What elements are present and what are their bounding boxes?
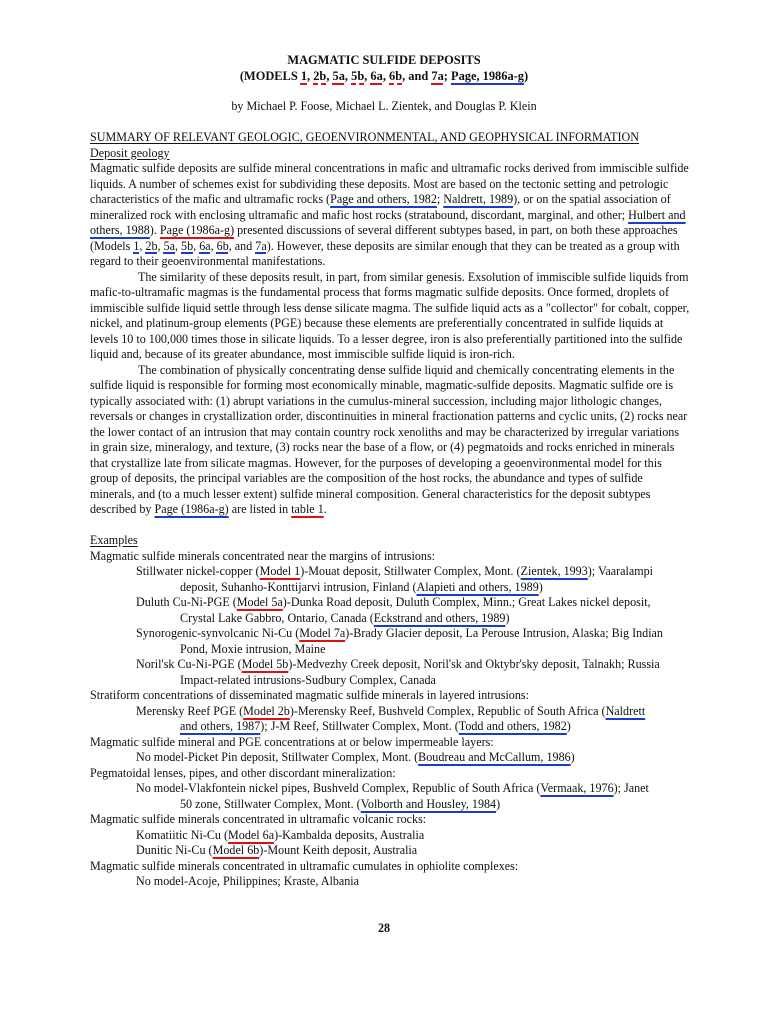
model-ref-7a[interactable]: 7a	[431, 69, 444, 83]
model-ref-6a[interactable]: 6a	[370, 69, 383, 83]
page-citation[interactable]: Page, 1986a-g	[451, 69, 524, 83]
citation-link[interactable]: Hulbert and others, 1988	[90, 207, 686, 237]
text: Noril'sk Cu-Ni-PGE (	[136, 657, 242, 671]
citation-link[interactable]: Naldrett, 1989	[443, 192, 514, 206]
text: )	[505, 610, 510, 625]
model-ref-2b[interactable]: 2b	[313, 69, 327, 83]
summary-heading: SUMMARY OF RELEVANT GEOLOGIC, GEOENVIRONMENTAL, AND GEOPHYSICAL INFORMATION	[90, 130, 639, 144]
text: )-Medvezhy Creek deposit, Noril'sk and Oktybr'sky deposit, Talnakh; Russia	[288, 657, 660, 671]
example-group: Magmatic sulfide minerals concentrated in ultramafic volcanic rocks:	[90, 812, 427, 826]
example-item-continued	[90, 797, 690, 813]
example-group: Stratiform concentrations of disseminated magmatic sulfide minerals in layered intrusions:	[90, 688, 529, 702]
model-link[interactable]: Model 5b	[241, 657, 289, 671]
example-group: Magmatic sulfide minerals concentrated in ultramafic cumulates in ophiolite complexes:	[90, 858, 519, 873]
close-paren: )	[523, 69, 529, 83]
model-link[interactable]: Model 1	[259, 564, 301, 578]
text: deposit, Suhanho-Konttijarvi intrusion, Finland (	[180, 579, 417, 594]
example-item: No model-Acoje, Philippines; Kraste, Albania	[136, 874, 360, 888]
model-ref-6b[interactable]: 6b	[216, 238, 229, 253]
model-ref-5b[interactable]: 5b	[351, 69, 365, 83]
text: )-Kambalda deposits, Australia	[274, 827, 425, 842]
paragraph-3	[90, 363, 690, 518]
model-ref-6b[interactable]: 6b	[389, 69, 403, 83]
example-item	[90, 657, 690, 673]
citation-link[interactable]: Eckstrand and others, 1989	[373, 610, 506, 625]
text: )	[566, 719, 571, 733]
model-ref-5b[interactable]: 5b	[181, 238, 194, 253]
text: )-Merensky Reef, Bushveld Complex, Republic of South Africa (	[289, 703, 606, 718]
text: )-Mount Keith deposit, Australia	[259, 843, 418, 857]
sep: ,	[175, 238, 182, 253]
text: ); Vaaralampi	[587, 564, 654, 578]
text: Dunitic Ni-Cu (	[136, 843, 213, 857]
text: Crystal Lake Gabbro, Ontario, Canada (	[180, 610, 374, 625]
model-ref-1[interactable]: 1	[300, 69, 308, 83]
sep: ;	[443, 69, 452, 83]
citation-link[interactable]: Page (1986a-g)	[154, 502, 229, 516]
model-ref-7a[interactable]: 7a	[255, 238, 267, 253]
deposit-geology-heading: Deposit geology	[90, 145, 170, 160]
sep: ,	[382, 69, 390, 83]
model-ref-6a[interactable]: 6a	[199, 238, 211, 253]
text: Magmatic sulfide deposits are sulfide mineral concentrations in mafic and ultramafic rocks derived from immiscible sulfide liquids. A number of schemes exist for subdividing these deposits. Most are based on the tectonic setting and petrologic characteristics of the mafic and ultramafic rocks (	[90, 161, 689, 206]
example-item	[90, 750, 690, 766]
title-prefix: (MODELS	[239, 69, 301, 83]
sep: ,	[210, 238, 217, 253]
table-link[interactable]: table 1	[291, 502, 324, 516]
example-item	[90, 595, 690, 611]
example-item	[90, 704, 690, 720]
text: presented discussions of several different subtypes based, in part, on both these approaches (Models	[90, 223, 678, 253]
sep: , and	[402, 69, 432, 83]
sep: ,	[157, 238, 164, 253]
example-group: Magmatic sulfide minerals concentrated near the margins of intrusions:	[90, 548, 436, 563]
example-item-continued	[90, 719, 690, 735]
example-item-continued: Pond, Moxie intrusion, Maine	[180, 641, 326, 656]
model-ref-1[interactable]: 1	[133, 238, 140, 253]
text: Duluth Cu-Ni-PGE (	[136, 595, 237, 609]
text: )	[538, 579, 543, 594]
example-item	[90, 843, 690, 859]
text: )	[570, 750, 575, 764]
text: Stillwater nickel-copper (	[136, 564, 260, 578]
citation-link[interactable]: Volborth and Housley, 1984	[360, 796, 497, 811]
model-ref-5a[interactable]: 5a	[332, 69, 345, 83]
title-line-2	[90, 68, 678, 84]
paragraph-1	[90, 161, 690, 270]
text: )-Mouat deposit, Stillwater Complex, Mont. (	[300, 564, 521, 578]
text: are listed in	[228, 502, 292, 516]
model-link[interactable]: Model 7a	[299, 626, 346, 640]
sep: ,	[307, 69, 314, 83]
text: No model-Vlakfontein nickel pipes, Bushveld Complex, Republic of South Africa (	[136, 781, 541, 795]
model-link[interactable]: Model 6a	[228, 827, 275, 842]
example-item-continued	[90, 611, 690, 627]
sep: ,	[344, 69, 352, 83]
sep: ,	[139, 238, 146, 253]
model-link[interactable]: Model 6b	[212, 843, 260, 857]
byline: by Michael P. Foose, Michael L. Zientek, and Douglas P. Klein	[231, 99, 537, 113]
citation-link[interactable]: and others, 1987	[180, 719, 261, 733]
text: )-Brady Glacier deposit, La Perouse Intrusion, Alaska; Big Indian	[345, 626, 663, 640]
document-title	[90, 52, 678, 84]
sep: ,	[364, 69, 371, 83]
sep: , and	[228, 238, 256, 253]
citation-link[interactable]: Boudreau and McCallum, 1986	[418, 750, 571, 764]
examples-heading: Examples	[90, 533, 138, 547]
text: )-Dunka Road deposit, Duluth Complex, Minn.; Great Lakes nickel deposit,	[282, 595, 651, 609]
citation-link[interactable]: Vermaak, 1976	[540, 781, 614, 795]
text: No model-Picket Pin deposit, Stillwater Complex, Mont. (	[136, 750, 419, 764]
text: ); Janet	[613, 781, 649, 795]
model-ref-2b[interactable]: 2b	[145, 238, 158, 253]
example-item	[90, 828, 690, 844]
text: 50 zone, Stillwater Complex, Mont. (	[180, 796, 361, 811]
text: Merensky Reef PGE (	[136, 703, 244, 718]
text: ).	[149, 223, 160, 237]
example-item-continued	[90, 580, 690, 596]
text: ); J-M Reef, Stillwater Complex, Mont. (	[260, 719, 459, 733]
citation-link[interactable]: Alapieti and others, 1989	[416, 579, 539, 594]
text: ;	[436, 192, 444, 206]
text: The combination of physically concentrating dense sulfide liquid and chemically concentrating elements in the sulfide liquid is responsible for forming most economically minable, magmatic-sulfide deposits. Magmatic sulfide ore is typically associated with: (1) abrupt variations in the cumulus-mineral succession, including major lithologic changes, reversals or changes in crystallization order, discontinuities in mineral fractionation patterns and cyclic units, (2) rocks near the lower contact of an intrusion that may contain country rock xenoliths and may be characterized by irregular variations in grain size, mineralogy, and texture, (3) rocks near the base of a flow, or (4) pegmatoids and rocks enriched in minerals that crystallize late from silicate magmas. However, for the purposes of developing a geoenvironmental model for this group of deposits, the principal variables are the composition of the host rocks, the abundance and types of sulfide minerals, and (to a much lesser extent) sulfide mineral composition. General characteristics for the deposit subtypes described by	[90, 362, 688, 516]
example-item	[90, 781, 690, 797]
spacer	[90, 518, 690, 534]
citation-link[interactable]: Zientek, 1993	[520, 564, 588, 578]
text: )	[496, 796, 501, 811]
page-number: 28	[377, 921, 391, 935]
example-item	[90, 626, 690, 642]
text: ), or on the spatial association of mineralized rock with enclosing ultramafic and mafic host rocks (stratabound, discordant, marginal, and other;	[90, 192, 671, 222]
model-link[interactable]: Model 2b	[243, 703, 290, 718]
title-line-1: MAGMATIC SULFIDE DEPOSITS	[287, 53, 481, 67]
citation-link[interactable]: Page (1986a-g)	[159, 223, 235, 237]
example-item	[90, 564, 690, 580]
sep: ,	[326, 69, 333, 83]
sep: ,	[193, 238, 200, 253]
text: Komatiitic Ni-Cu (	[136, 827, 229, 842]
model-ref-5a[interactable]: 5a	[163, 238, 175, 253]
citation-link[interactable]: Page and others, 1982	[330, 192, 437, 206]
text: Synorogenic-synvolcanic Ni-Cu (	[136, 626, 300, 640]
document-body	[90, 130, 690, 890]
text: ). However, these deposits are similar enough that they can be treated as a group with regard to their geoenvironmental manifestations.	[90, 238, 680, 268]
example-group: Magmatic sulfide mineral and PGE concentrations at or below impermeable layers:	[90, 734, 494, 749]
example-item-continued: Impact-related intrusions-Sudbury Complex, Canada	[180, 672, 436, 687]
citation-link[interactable]: Naldrett	[605, 703, 646, 718]
paragraph-2: The similarity of these deposits result, in part, from similar genesis. Exsolution of immiscible sulfide liquids from mafic-to-ultramafic magmas is the fundamental process that forms magmatic sulfide deposits. Once formed, droplets of immiscible sulfide liquid settle through less dense silicate magma. The sulfide liquid acts as a "collector" for cobalt, copper, nickel, and platinum-group elements (PGE) because these elements are preferentially concentrated in sulfide liquids at levels 10 to 100,000 times those in silicate liquids. To a lesser degree, iron is also preferentially partitioned into the sulfide liquid and, because of its greater abundance, most immiscible sulfide liquid is iron-rich.	[90, 269, 690, 361]
model-link[interactable]: Model 5a	[236, 595, 283, 609]
example-group: Pegmatoidal lenses, pipes, and other discordant mineralization:	[90, 765, 396, 780]
text: .	[323, 502, 327, 516]
citation-link[interactable]: Todd and others, 1982	[458, 719, 567, 733]
